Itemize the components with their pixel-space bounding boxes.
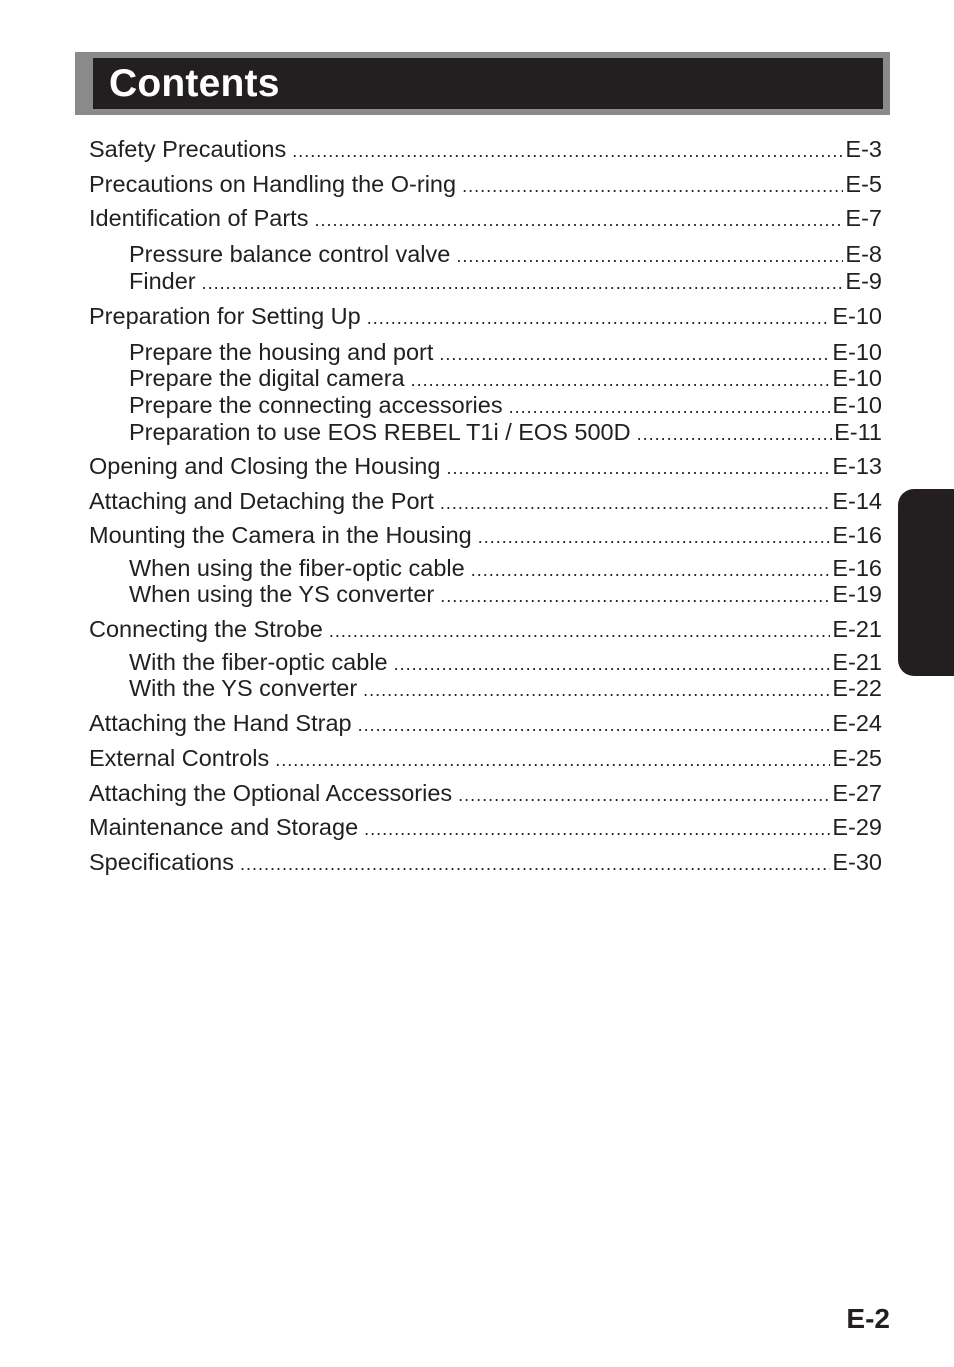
toc-entry-label: Attaching and Detaching the Port [89, 488, 434, 514]
toc-leader-dots [358, 711, 831, 739]
toc-subentry[interactable] [129, 648, 882, 676]
toc-leader-dots [202, 269, 844, 297]
toc-leader-dots [478, 523, 831, 551]
toc-entry-page: E-21 [832, 649, 882, 675]
toc-entry[interactable] [89, 135, 882, 163]
toc-entry[interactable] [89, 615, 882, 643]
toc-subentry[interactable] [129, 674, 882, 702]
toc-entry-page: E-3 [845, 136, 882, 162]
toc-entry-label: External Controls [89, 745, 270, 771]
toc-entry-page: E-10 [832, 303, 882, 329]
toc-entry-page: E-24 [832, 710, 882, 736]
toc-entry-page: E-27 [832, 780, 882, 806]
toc-entry[interactable] [89, 302, 882, 330]
chapter-side-tab [898, 489, 954, 676]
toc-leader-dots [637, 420, 833, 448]
toc-subentry[interactable] [129, 418, 882, 446]
toc-entry-label: Precautions on Handling the O-ring [89, 171, 457, 197]
toc-entry-label: Prepare the digital camera [129, 365, 405, 391]
toc-entry-label: Identification of Parts [89, 205, 309, 231]
toc-subentry[interactable] [129, 580, 882, 608]
toc-leader-dots [462, 172, 843, 200]
toc-entry-page: E-10 [832, 365, 882, 391]
toc-leader-dots [275, 746, 830, 774]
toc-entry-page: E-8 [845, 241, 882, 267]
toc-leader-dots [363, 676, 830, 704]
toc-leader-dots [411, 366, 831, 394]
toc-entry-page: E-10 [832, 339, 882, 365]
toc-subentry[interactable] [129, 240, 882, 268]
toc-entry-page: E-9 [845, 268, 882, 294]
toc-entry-label: Safety Precautions [89, 136, 287, 162]
toc-entry-label: Opening and Closing the Housing [89, 453, 441, 479]
toc-entry-page: E-16 [832, 522, 882, 548]
toc-leader-dots [440, 582, 830, 610]
toc-entry-page: E-25 [832, 745, 882, 771]
toc-entry-label: With the YS converter [129, 675, 358, 701]
toc-entry[interactable] [89, 521, 882, 549]
toc-leader-dots [240, 850, 830, 878]
toc-entry-page: E-10 [832, 392, 882, 418]
toc-entry[interactable] [89, 779, 882, 807]
toc-leader-dots [364, 815, 830, 843]
toc-entry-page: E-22 [832, 675, 882, 701]
toc-entry-label: With the fiber-optic cable [129, 649, 388, 675]
toc-entry-label: When using the YS converter [129, 581, 435, 607]
toc-entry-label: Prepare the housing and port [129, 339, 434, 365]
toc-entry-label: Finder [129, 268, 196, 294]
toc-entry[interactable] [89, 709, 882, 737]
page-number: E-2 [846, 1303, 890, 1334]
toc-entry[interactable] [89, 744, 882, 772]
toc-entry[interactable] [89, 848, 882, 876]
toc-entry-label: Preparation for Setting Up [89, 303, 361, 329]
toc-entry-label: Attaching the Hand Strap [89, 710, 352, 736]
toc-leader-dots [458, 781, 830, 809]
toc-entry-label: Pressure balance control valve [129, 241, 451, 267]
toc-entry-page: E-14 [832, 488, 882, 514]
toc-leader-dots [367, 304, 831, 332]
toc-entry[interactable] [89, 813, 882, 841]
toc-entry-label: Maintenance and Storage [89, 814, 359, 840]
table-of-contents [89, 0, 882, 1367]
toc-entry-label: Attaching the Optional Accessories [89, 780, 453, 806]
toc-leader-dots [292, 137, 843, 165]
toc-entry-page: E-29 [832, 814, 882, 840]
toc-entry[interactable] [89, 452, 882, 480]
toc-entry-label: Specifications [89, 849, 234, 875]
toc-entry-page: E-19 [832, 581, 882, 607]
toc-entry-label: Preparation to use EOS REBEL T1i / EOS 500D [129, 419, 631, 445]
toc-entry-page: E-7 [845, 205, 882, 231]
page-title: Contents [109, 61, 280, 105]
toc-entry-page: E-13 [832, 453, 882, 479]
toc-entry-label: Prepare the connecting accessories [129, 392, 503, 418]
toc-leader-dots [509, 393, 831, 421]
toc-entry-page: E-30 [832, 849, 882, 875]
toc-entry[interactable] [89, 487, 882, 515]
toc-entry-page: E-21 [832, 616, 882, 642]
toc-subentry[interactable] [129, 338, 882, 366]
toc-entry[interactable] [89, 170, 882, 198]
toc-leader-dots [329, 617, 831, 645]
toc-entry-label: Connecting the Strobe [89, 616, 323, 642]
toc-subentry[interactable] [129, 554, 882, 582]
toc-entry-label: When using the fiber-optic cable [129, 555, 465, 581]
toc-subentry[interactable] [129, 391, 882, 419]
toc-subentry[interactable] [129, 267, 882, 295]
toc-entry-page: E-5 [845, 171, 882, 197]
toc-entry-label: Mounting the Camera in the Housing [89, 522, 472, 548]
toc-leader-dots [446, 454, 830, 482]
toc-entry-page: E-11 [834, 419, 882, 445]
toc-entry-page: E-16 [832, 555, 882, 581]
toc-entry[interactable] [89, 204, 882, 232]
toc-leader-dots [314, 206, 843, 234]
toc-leader-dots [456, 242, 843, 270]
toc-leader-dots [440, 489, 830, 517]
toc-subentry[interactable] [129, 364, 882, 392]
